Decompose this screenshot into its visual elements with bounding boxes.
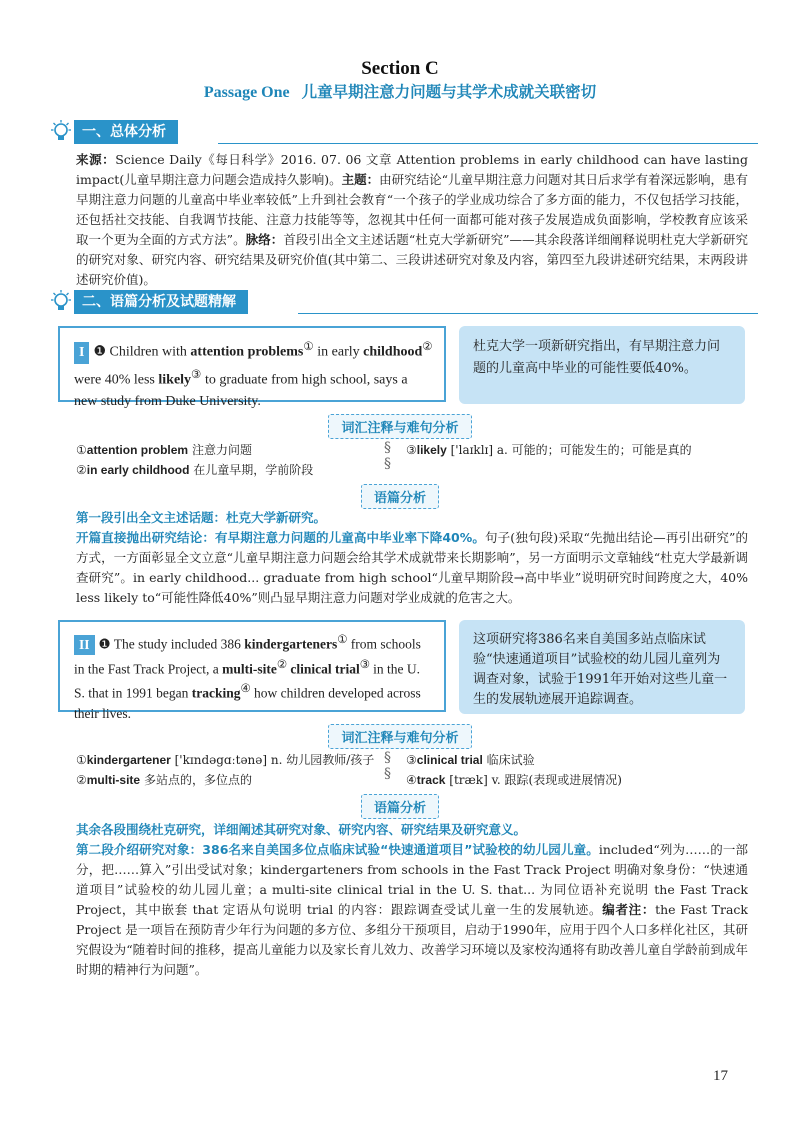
keyword: tracking [191,685,241,701]
text-run: Children with [109,344,187,360]
vocab-term: multi-site [86,773,141,787]
paragraph-number: I [74,342,89,364]
theme-text: 由研究结论“儿童早期注意力问题对其日后求学有着深远影响，患有早期注意力问题的儿童高中毕业率较低”上升到社会教育“一个孩子的学业成功综合了多方面的能力，不仅包括学习技能，还包括社交技能、自我调节技能、注意力技能等等，忽视其中任何一面都可能对孩子发展造成负面影响，学校教育应该采取一个更为全面的方式方法”。 [76,172,749,247]
discourse-key: 开篇直接抛出研究结论：有早期注意力问题的儿童高中毕业率下降40%。 [76,530,486,545]
divider-squiggle: § § [384,440,391,472]
section-title: Section C [361,58,439,79]
discourse-key: 第二段介绍研究对象：386名来自美国多位点临床试验“快速通道项目”试验校的幼儿园儿童。 [76,842,599,857]
vocab-item [76,770,386,790]
discourse-pill-label: 语篇分析 [361,794,439,819]
heading-overview [48,120,178,144]
text-run: The study included 386 [113,636,241,652]
discourse-summary: 其余各段围绕杜克研究，详细阐述其研究对象、研究内容、研究结果及研究意义。 [76,822,527,837]
vocab-term: in early childhood [86,463,190,477]
footnote-ref: ② [422,340,433,353]
paragraph-1-translation: 杜克大学一项新研究指出，有早期注意力问题的儿童高中毕业的可能性要低40%。 [459,326,745,404]
vocab-term: track [416,773,446,787]
vocab-term: kindergartener [86,753,171,767]
page-number: 17 [713,1068,728,1084]
discourse-detail [76,840,748,980]
discourse-summary: 第一段引出全文主述话题：杜克大学新研究。 [76,510,327,525]
vocab-def: [træk] v. 跟踪(表现或进展情况) [449,773,622,787]
vocab-item [76,440,386,460]
vocab-pill-label: 词汇注释与难句分析 [328,724,471,749]
theme-label: 主题： [341,172,380,187]
keyword: clinical trial [290,661,360,676]
discourse-detail [76,528,748,608]
vocab-term: attention problem [86,443,189,457]
discourse-1 [76,508,748,608]
vocab-num: ③ [406,443,417,457]
footnote-ref: ① [337,634,348,646]
keyword: likely [158,372,192,388]
vocab-num: ① [76,443,87,457]
keyword: kindergarteners [244,636,338,652]
vocab-pill [0,414,800,439]
vocab-item [76,460,386,480]
vocab-item [406,440,746,460]
vocab-pill [0,724,800,749]
vocab-list-left [76,440,386,480]
heading-analysis [48,290,248,314]
vocab-item [76,750,386,770]
passage-title [0,80,800,102]
vocab-num: ① [76,753,87,767]
keyword: childhood [363,344,423,360]
vocab-list-left [76,750,386,790]
vocab-term: likely [416,443,447,457]
lightbulb-icon [48,290,74,314]
vocab-def: 在儿童早期，学前阶段 [193,463,314,477]
vocab-list-right [406,440,746,460]
text-run: from schools in the Fast Track Project, a [74,636,421,676]
text-run: to graduate from high school, says a new study from Duke University. [74,372,408,410]
vocab-def: 多站点的，多位点的 [143,773,252,787]
editor-note-label: 编者注： [602,902,656,917]
paragraph-1-english [58,326,446,410]
vocab-num: ③ [406,753,417,767]
heading-rule [218,143,758,144]
context-text: 首段引出全文主述话题“杜克大学新研究”——其余段落详细阐释说明杜克大学新研究的研究对象、研究内容、研究结果及研究价值(其中第二、三段讲述研究对象及内容，第四至九段讲述研究结果，末两段讲述研究价值)。 [76,232,748,287]
paragraph-2-english [58,620,446,721]
vocab-def: 注意力问题 [191,443,252,457]
overview-paragraph [76,150,748,290]
discourse-pill [0,484,800,509]
heading-analysis-label: 二、语篇分析及试题精解 [74,290,248,314]
vocab-item [406,770,746,790]
vocab-list-right [406,750,746,790]
discourse-text: 句子(独句段)采取“先抛出结论—再引出研究”的方式，一方面彰显全文立意“儿童早期注意力问题会给其学术成就带来长期影响”，另一方面明示文章轴线“杜克大学最新调查研究”。in early childhood... graduate from high school“儿童早期阶段→高中毕业”说明研究时间跨度之大，40% less likely to“可能性降低40%”则凸显早期注意力问题对学业成就的危害之大。 [76,530,749,605]
footnote-ref: ④ [240,683,251,695]
vocab-num: ② [76,773,87,787]
editor-note-text: the Fast Track Project 是一项旨在预防青少年行为问题的多方位、多组分干预项目，启动于1990年，应用于四个人口多样化社区，其研究假设为“随着时间的推移，提高儿童能力以及家长育儿效力、改善学习环境以及家校沟通将有助改善儿童自学龄前到成年时期的精神行为问题”。 [76,902,748,977]
passage-label: Passage One [203,84,290,101]
footnote-ref: ② [276,658,287,671]
vocab-num: ④ [406,773,417,787]
keyword: attention problems [190,344,304,360]
footnote-ref: ③ [359,658,370,671]
vocab-def: ['kɪndəgɑːtənə] n. 幼儿园教师/孩子 [174,753,375,767]
passage-title-text: 儿童早期注意力问题与其学术成就关联密切 [301,83,597,101]
divider-squiggle: § § [384,750,391,782]
footnote-ref: ① [303,340,314,353]
discourse-pill [0,794,800,819]
footnote-ref: ③ [191,367,202,381]
vocab-def: ['laɪklɪ] a. 可能的；可能发生的；可能是真的 [450,443,692,457]
text-run: were 40% less [74,372,155,388]
vocab-item [406,750,746,770]
discourse-pill-label: 语篇分析 [361,484,439,509]
paragraph-2-translation: 这项研究将386名来自美国多站点临床试验“快速通道项目”试验校的幼儿园儿童列为调查对象，试验于1991年开始对这些儿童一生的发展轨迹展开追踪调查。 [459,620,745,714]
vocab-def: 临床试验 [486,753,535,767]
sentence-marker: ❶ [98,636,111,652]
lightbulb-icon [48,120,74,144]
keyword: multi-site [222,661,277,676]
text-run: how children developed across their lives. [74,685,421,721]
heading-overview-label: 一、总体分析 [74,120,178,144]
vocab-num: ② [76,463,87,477]
paragraph-number: II [74,635,95,655]
context-label: 脉络： [245,232,284,247]
text-run: in the U. S. that in 1991 began [74,661,421,701]
text-run: in early [317,344,360,360]
heading-rule [298,313,758,314]
discourse-2 [76,820,748,980]
vocab-term: clinical trial [416,753,483,767]
vocab-pill-label: 词汇注释与难句分析 [328,414,471,439]
sentence-marker: ❶ [93,344,107,360]
discourse-text: included“列为……的一部分，把……算入”引出受试对象；kindergarteners from schools in the Fast Track Project 明确对象身份：“快速通道项目”试验校的幼儿园儿童；a multi-site clinical trial in the U. S. that... 为同位语补充说明 the Fast Track Project，其中嵌套 that 定语从句说明 trial 的内容：跟踪调查受试儿童一生的发展轨迹。 [76,842,748,917]
source-label: 来源： [76,152,116,167]
source-text: Science Daily《每日科学》2016. 07. 06 文章 Attention problems in early childhood can have lasting impact(儿童早期注意力问题会造成持久影响)。 [76,152,748,187]
